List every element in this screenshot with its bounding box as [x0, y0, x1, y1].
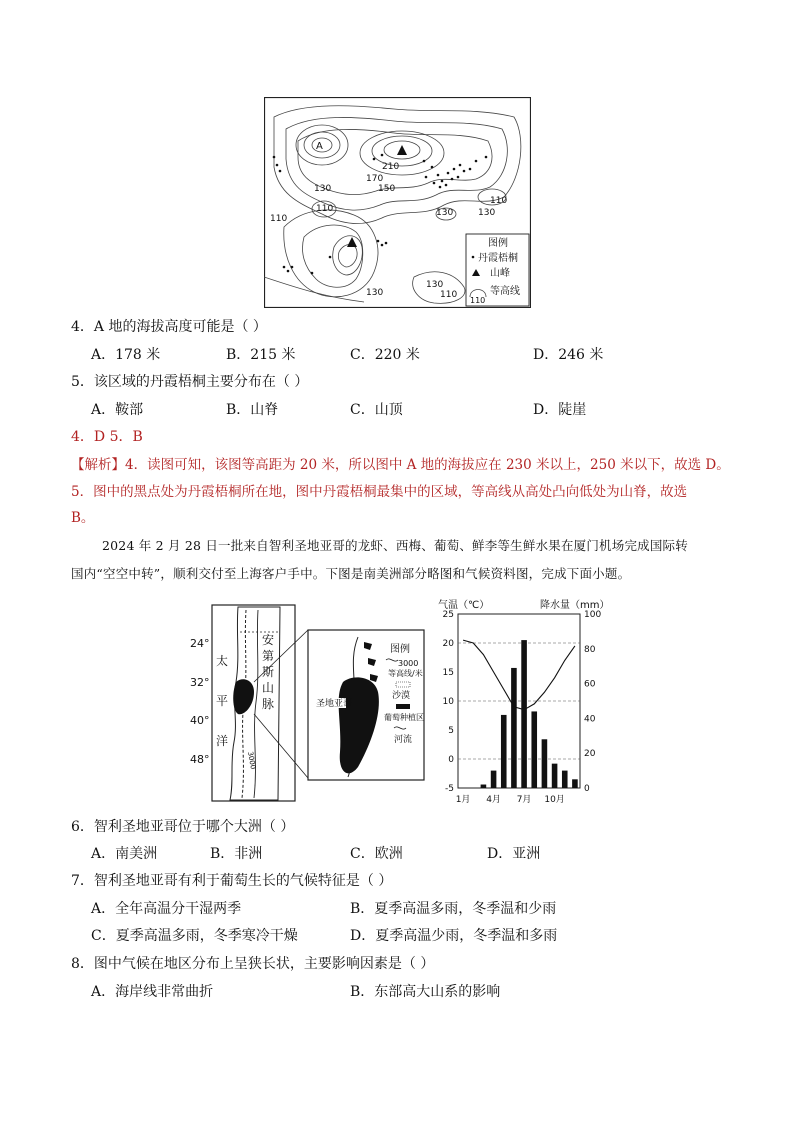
q7-option-d[interactable]: D．夏季高温少雨，冬季温和多雨 — [350, 928, 558, 944]
q5-option-c[interactable]: C．山顶 — [350, 402, 403, 418]
q5-option-d[interactable]: D．陡崖 — [533, 402, 587, 418]
q6-option-a[interactable]: A．南美洲 — [91, 846, 158, 862]
legend-river-label: 河流 — [394, 735, 413, 745]
lat-40-label: 40° — [190, 714, 210, 727]
precip-bar — [521, 640, 527, 788]
map-legend-title: 图例 — [390, 644, 410, 655]
x-tick-label: 10月 — [544, 795, 565, 805]
contour-label: 150 — [378, 184, 396, 194]
legend-peak-label: 山峰 — [490, 268, 510, 279]
precip-tick-label: 0 — [584, 784, 590, 794]
contour-3000-label: 3000 — [246, 750, 258, 770]
andes-label-char: 脉 — [262, 697, 275, 711]
temp-tick-label: -5 — [445, 784, 454, 794]
explanation-5-line1: 5．图中的黑点处为丹霞梧桐所在地，图中丹霞梧桐最集中的区域，等高线从高处凸向低处为山脊，故选 — [71, 484, 688, 500]
precip-tick-label: 40 — [584, 714, 596, 725]
intro-line2: 国内“空空中转”，顺利交付至上海客户手中。下图是南美洲部分略图和气候资料图，完成下面小题。 — [71, 566, 631, 581]
precip-tick-label: 100 — [584, 610, 602, 620]
explanation-4-text: 4．读图可知，该图等高距为 20 米，所以图中 A 地的海拔应在 230 米以上，250 米以下，故选 D。 — [125, 457, 730, 473]
intro-line1: 2024 年 2 月 28 日一批来自智利圣地亚哥的龙虾、西梅、葡萄、鲜李等生鲜水果在厦门机场完成国际转 — [102, 538, 688, 553]
temp-tick-label: 15 — [442, 668, 454, 678]
q7-option-a[interactable]: A．全年高温分干湿两季 — [91, 901, 242, 917]
explanation-4 — [71, 456, 730, 474]
q5-option-a[interactable]: A．鞍部 — [91, 402, 144, 418]
contour-label: 130 — [436, 208, 454, 218]
andes-label-char: 斯 — [262, 665, 275, 679]
q6-option-b[interactable]: B．非洲 — [210, 846, 263, 862]
south-america-map-figure — [188, 602, 426, 804]
x-tick-label: 4月 — [486, 795, 501, 805]
temp-tick-label: 25 — [442, 610, 454, 620]
x-tick-label: 7月 — [516, 795, 532, 805]
legend-contour-label: 等高线 — [490, 286, 520, 297]
andes-label-char: 第 — [262, 649, 275, 663]
temperature-line — [463, 640, 575, 710]
temp-axis-label: 气温（℃） — [438, 600, 490, 611]
precip-bar — [491, 771, 497, 788]
contour-label: 110 — [440, 290, 458, 300]
contour-map-figure — [264, 97, 531, 308]
contour-label: 130 — [314, 184, 332, 194]
x-tick-label: 1月 — [455, 795, 471, 805]
q7-stem: 7．智利圣地亚哥有利于葡萄生长的气候特征是（ ） — [71, 873, 393, 889]
precip-tick-label: 80 — [584, 644, 596, 655]
ocean-label-char: 太 — [216, 654, 229, 668]
city-label: 圣地亚哥 — [316, 699, 353, 709]
contour-label: 130 — [366, 288, 384, 298]
lat-32-label: 32° — [190, 676, 210, 689]
q4-option-d[interactable]: D．246 米 — [533, 347, 604, 363]
q4-stem: 4．A 地的海拔高度可能是（ ） — [71, 319, 267, 335]
precip-bar — [572, 779, 578, 788]
lat-48-label: 48° — [190, 753, 210, 766]
climate-chart — [436, 598, 610, 810]
lat-24-label: 24° — [190, 637, 210, 650]
q6-option-c[interactable]: C．欧洲 — [350, 846, 403, 862]
legend-title: 图例 — [488, 238, 508, 249]
q4-option-c[interactable]: C．220 米 — [350, 347, 420, 363]
contour-label: 110 — [316, 204, 334, 214]
analysis-tag: 【解析】 — [71, 457, 125, 473]
q7-option-b[interactable]: B．夏季高温多雨，冬季温和少雨 — [350, 901, 557, 917]
q7-option-c[interactable]: C．夏季高温多雨，冬季寒冷干燥 — [91, 928, 298, 944]
ocean-label-char: 洋 — [216, 734, 229, 748]
explanation-5-line2: B。 — [71, 510, 95, 526]
q6-stem: 6．智利圣地亚哥位于哪个大洲（ ） — [71, 819, 295, 835]
contour-label: 130 — [478, 208, 496, 218]
precip-bar — [562, 771, 568, 788]
contour-legend — [466, 234, 529, 306]
legend-tree-label: 丹霞梧桐 — [478, 253, 518, 264]
precip-bar — [511, 668, 517, 788]
temp-tick-label: 0 — [448, 755, 454, 765]
precip-bar — [531, 711, 537, 788]
legend-grape-label: 葡萄种植区 — [384, 713, 424, 722]
andes-label-char: 山 — [262, 681, 275, 695]
answer-key: 4．D 5．B — [71, 429, 143, 445]
legend-contour-num: 110 — [470, 296, 486, 305]
q5-stem: 5．该区域的丹霞梧桐主要分布在（ ） — [71, 374, 309, 390]
precip-bar — [542, 739, 548, 788]
legend-contour-label: 等高线/米 — [388, 669, 423, 678]
q8-stem: 8．图中气候在地区分布上呈狭长状，主要影响因素是（ ） — [71, 956, 435, 972]
contour-label: 210 — [382, 162, 400, 172]
contour-label: 110 — [270, 214, 288, 224]
temp-tick-label: 20 — [442, 639, 454, 649]
legend-desert-label: 沙漠 — [392, 691, 411, 701]
precip-tick-label: 60 — [584, 679, 596, 690]
point-a-label: A — [316, 141, 323, 152]
precip-axis-label: 降水量（mm） — [540, 600, 610, 611]
q6-option-d[interactable]: D．亚洲 — [487, 846, 541, 862]
contour-label: 130 — [426, 280, 444, 290]
temp-tick-label: 10 — [442, 697, 454, 707]
ocean-label-char: 平 — [216, 694, 229, 708]
q8-option-b[interactable]: B．东部高大山系的影响 — [350, 984, 501, 1000]
precip-bar — [501, 715, 507, 788]
precip-bar — [481, 785, 487, 788]
contour-label: 110 — [490, 196, 508, 206]
q4-option-b[interactable]: B．215 米 — [226, 347, 296, 363]
q8-option-a[interactable]: A．海岸线非常曲折 — [91, 984, 214, 1000]
andes-label-char: 安 — [262, 633, 275, 647]
precip-bar — [552, 764, 558, 788]
q5-option-b[interactable]: B．山脊 — [226, 402, 279, 418]
q4-option-a[interactable]: A．178 米 — [91, 347, 161, 363]
temp-tick-label: 5 — [448, 726, 454, 736]
contour-label: 170 — [366, 174, 384, 184]
precip-tick-label: 20 — [584, 749, 596, 760]
legend-contour-value: 3000 — [398, 659, 419, 668]
